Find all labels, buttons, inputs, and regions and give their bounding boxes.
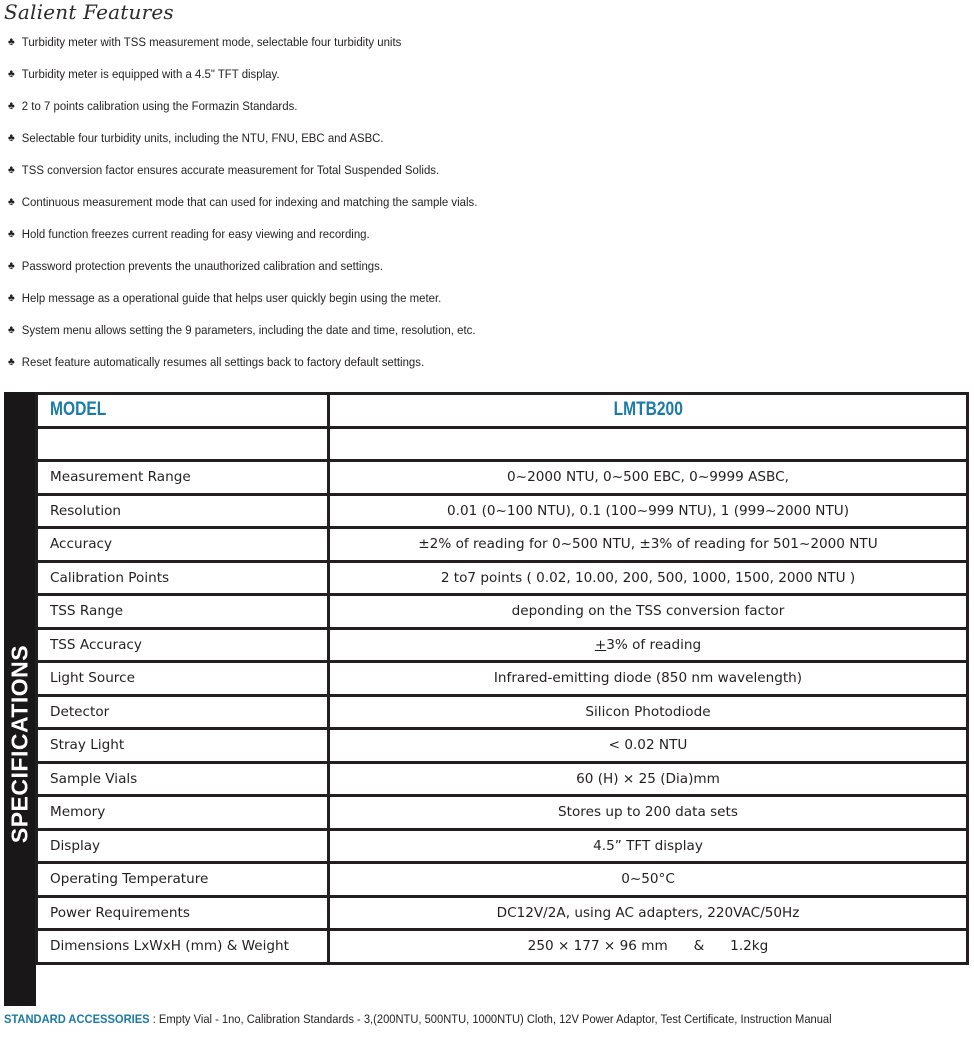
feature-text: Hold function freezes current reading for easy viewing and recording.	[21, 227, 370, 241]
spec-row	[37, 561, 968, 595]
standard-accessories	[4, 1012, 832, 1026]
specifications-table	[35, 392, 969, 965]
spec-value-cell	[329, 628, 968, 662]
accessories-text: Empty Vial - 1no, Calibration Standards - 3,(200NTU, 500NTU, 1000NTU) Cloth, 12V Power Adaptor, Test Certificate, Instruction Manual	[158, 1012, 832, 1026]
spec-value: 2 to7 points ( 0.02, 10.00, 200, 500, 1000, 1500, 2000 NTU )	[329, 561, 968, 595]
spec-label: Display	[37, 829, 329, 863]
spec-row	[37, 494, 968, 528]
feature-text: Selectable four turbidity units, including the NTU, FNU, EBC and ASBC.	[21, 131, 384, 145]
club-bullet-icon: ♣	[8, 132, 15, 144]
spec-row	[37, 829, 968, 863]
club-bullet-icon: ♣	[8, 324, 15, 336]
spec-label: Sample Vials	[37, 762, 329, 796]
spec-row	[37, 863, 968, 897]
spec-row	[37, 762, 968, 796]
feature-item	[8, 258, 477, 290]
spec-row	[37, 528, 968, 562]
spec-value: < 0.02 NTU	[329, 729, 968, 763]
club-bullet-icon: ♣	[8, 164, 15, 176]
feature-text: Turbidity meter with TSS measurement mode, selectable four turbidity units	[21, 35, 402, 49]
specifications-side-bar	[4, 392, 36, 1006]
spec-row	[37, 595, 968, 629]
blank-label-cell	[37, 427, 329, 461]
club-bullet-icon: ♣	[8, 228, 15, 240]
club-bullet-icon: ♣	[8, 260, 15, 272]
feature-text: 2 to 7 points calibration using the Formazin Standards.	[21, 99, 298, 113]
spec-row	[37, 729, 968, 763]
spec-label: Calibration Points	[37, 561, 329, 595]
feature-item	[8, 162, 477, 194]
specifications-side-label: SPECIFICATIONS	[6, 644, 33, 844]
plus-minus-prefix: +	[594, 636, 607, 653]
spec-label: TSS Accuracy	[37, 628, 329, 662]
spec-value: Infrared-emitting diode (850 nm wavelength)	[329, 662, 968, 696]
specifications-section	[4, 392, 970, 1006]
spec-value: 0~2000 NTU, 0~500 EBC, 0~9999 ASBC,	[329, 461, 968, 495]
spec-value: Silicon Photodiode	[329, 695, 968, 729]
feature-item	[8, 130, 477, 162]
accessories-separator: :	[149, 1012, 159, 1026]
feature-item	[8, 226, 477, 258]
spec-value: Stores up to 200 data sets	[329, 796, 968, 830]
spec-label: Resolution	[37, 494, 329, 528]
club-bullet-icon: ♣	[8, 68, 15, 80]
feature-item	[8, 194, 477, 226]
spec-label: Dimensions LxWxH (mm) & Weight	[37, 930, 329, 964]
spec-value: DC12V/2A, using AC adapters, 220VAC/50Hz	[329, 896, 968, 930]
club-bullet-icon: ♣	[8, 36, 15, 48]
spec-label: Measurement Range	[37, 461, 329, 495]
spec-row	[37, 930, 968, 964]
model-value: LMTB200	[613, 399, 683, 421]
spec-value: ±2% of reading for 0~500 NTU, ±3% of reading for 501~2000 NTU	[329, 528, 968, 562]
spec-row	[37, 662, 968, 696]
spec-label: Operating Temperature	[37, 863, 329, 897]
model-value-cell	[329, 394, 968, 428]
feature-text: Reset feature automatically resumes all settings back to factory default settings.	[21, 355, 425, 369]
spec-value: 250 × 177 × 96 mm & 1.2kg	[329, 930, 968, 964]
club-bullet-icon: ♣	[8, 196, 15, 208]
spec-label: Power Requirements	[37, 896, 329, 930]
spec-row	[37, 695, 968, 729]
feature-text: System menu allows setting the 9 parameters, including the date and time, resolution, etc.	[21, 323, 476, 337]
model-row	[37, 394, 968, 428]
spec-row	[37, 461, 968, 495]
spec-label: Stray Light	[37, 729, 329, 763]
club-bullet-icon: ♣	[8, 100, 15, 112]
spec-value: deponding on the TSS conversion factor	[329, 595, 968, 629]
model-label-cell	[37, 394, 329, 428]
feature-item	[8, 290, 477, 322]
feature-item	[8, 322, 477, 354]
spec-label: Detector	[37, 695, 329, 729]
spec-value: 3% of reading	[606, 636, 702, 653]
spec-label: Accuracy	[37, 528, 329, 562]
feature-item	[8, 34, 477, 66]
feature-text: Help message as a operational guide that helps user quickly begin using the meter.	[21, 291, 442, 305]
spec-value: 0.01 (0~100 NTU), 0.1 (100~999 NTU), 1 (999~2000 NTU)	[329, 494, 968, 528]
feature-text: TSS conversion factor ensures accurate measurement for Total Suspended Solids.	[21, 163, 440, 177]
blank-value-cell	[329, 427, 968, 461]
feature-text: Turbidity meter is equipped with a 4.5" TFT display.	[21, 67, 280, 81]
spec-label: Memory	[37, 796, 329, 830]
salient-features-list	[8, 34, 518, 386]
salient-features-title: Salient Features	[4, 0, 174, 24]
spec-label: Light Source	[37, 662, 329, 696]
feature-text: Continuous measurement mode that can used for indexing and matching the sample vials.	[21, 195, 478, 209]
club-bullet-icon: ♣	[8, 356, 15, 368]
spec-label: TSS Range	[37, 595, 329, 629]
accessories-label: STANDARD ACCESSORIES	[4, 1012, 150, 1026]
model-label: MODEL	[50, 399, 107, 421]
spec-value: 60 (H) × 25 (Dia)mm	[329, 762, 968, 796]
spec-row	[37, 628, 968, 662]
spec-row	[37, 796, 968, 830]
blank-row	[37, 427, 968, 461]
spec-row	[37, 896, 968, 930]
feature-item	[8, 98, 477, 130]
feature-text: Password protection prevents the unauthorized calibration and settings.	[21, 259, 384, 273]
feature-item	[8, 66, 477, 98]
feature-item	[8, 354, 477, 386]
spec-value: 0~50°C	[329, 863, 968, 897]
spec-value: 4.5” TFT display	[329, 829, 968, 863]
club-bullet-icon: ♣	[8, 292, 15, 304]
